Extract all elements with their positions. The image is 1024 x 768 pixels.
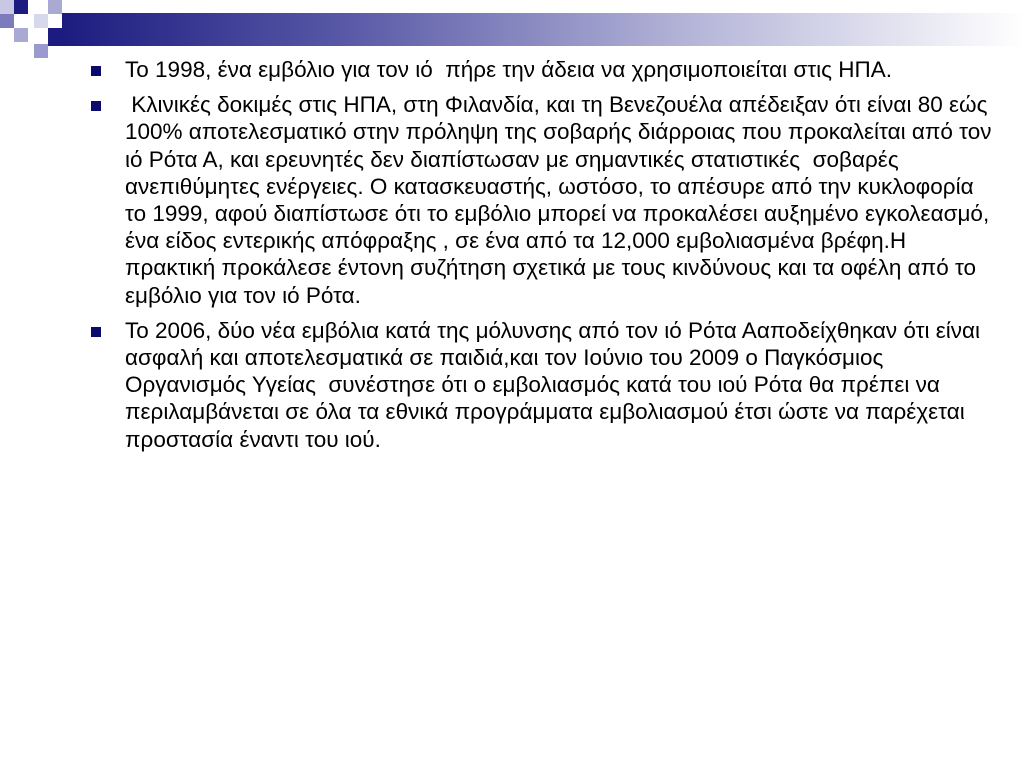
bullet-text: Το 1998, ένα εμβόλιο για τον ιό πήρε την άδεια να χρησιμοποιείται στις ΗΠΑ. bbox=[125, 57, 892, 82]
decor-square bbox=[0, 0, 14, 14]
square-bullet-icon bbox=[91, 327, 101, 337]
decor-square bbox=[34, 44, 48, 58]
decor-square bbox=[48, 28, 62, 46]
decor-square bbox=[14, 28, 28, 42]
bullet-item bbox=[88, 56, 998, 83]
square-bullet-icon bbox=[91, 101, 101, 111]
header-gradient-bar bbox=[62, 13, 1024, 46]
bullet-list bbox=[88, 56, 998, 461]
bullet-item bbox=[88, 317, 998, 453]
decor-square bbox=[0, 14, 14, 28]
decor-square bbox=[34, 14, 48, 28]
bullet-text: Το 2006, δύο νέα εμβόλια κατά της μόλυνσης από τον ιό Ρότα Ααποδείχθηκαν ότι είναι ασφαλή και αποτελεσματικά σε παιδιά,και τον Ιούνιο του 2009 ο Παγκόσμιος Οργανισμός Υγείας συνέστησε ότι ο εμβολιασμός κατά του ιού Ρότα θα πρέπει να περιλαμβάνεται σε όλα τα εθνικά προγράμματα εμβολιασμού έτσι ώστε να παρέχεται προστασία έναντι του ιού. bbox=[125, 317, 987, 452]
decor-square bbox=[14, 0, 28, 14]
square-bullet-icon bbox=[91, 66, 101, 76]
decor-square bbox=[48, 0, 62, 14]
bullet-text: Κλινικές δοκιμές στις ΗΠΑ, στη Φιλανδία, και τη Βενεζουέλα απέδειξαν ότι είναι 80 εώς 100% αποτελεσματικό στην πρόληψη της σοβαρής διάρροιας που προκαλείται από τον ιό Ρότα Α, και ερευνητές δεν διαπίστωσαν με σημαντικές στατιστικές σοβαρές ανεπιθύμητες ενέργειες. Ο κατασκευαστής, ωστόσο, το απέσυρε από την κυκλοφορία το 1999, αφού διαπίστωσε ότι το εμβόλιο μπορεί να προκαλέσει αυξημένο εγκολεασμό, ένα είδος εντερικής απόφραξης , σε ένα από τα 12,000 εμβολιασμένα βρέφη.Η πρακτική προκάλεσε έντονη συζήτηση σχετικά με τους κινδύνους και τα οφέλη από το εμβόλιο για τον ιό Ρότα. bbox=[125, 92, 998, 308]
bullet-item bbox=[88, 91, 998, 309]
